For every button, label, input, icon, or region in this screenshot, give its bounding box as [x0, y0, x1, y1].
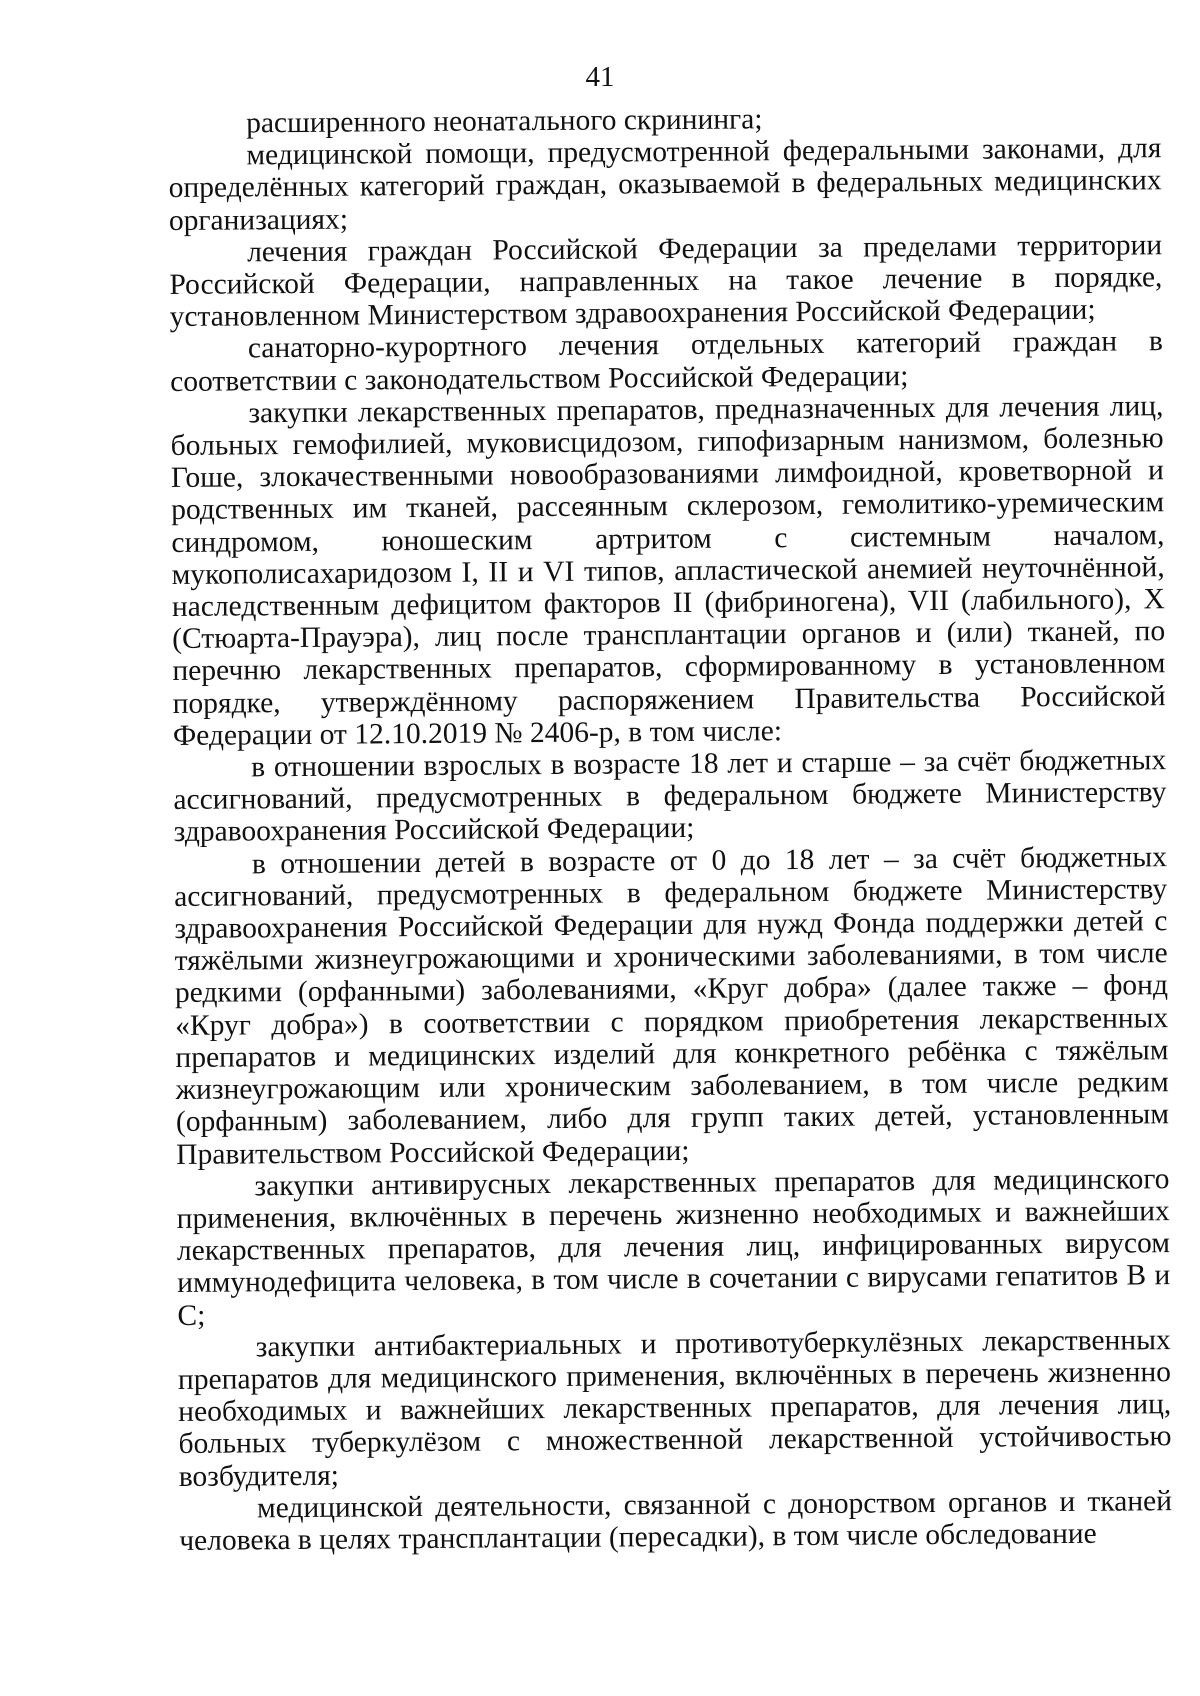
paragraph: закупки антивирусных лекарственных препаратов для медицинского применения, включённых в перечень жизненно необходимых и важнейших лекарственных препаратов, для лечения лиц, инфицированных вирусом иммунодефицита человека, в том числе в сочетании с вирусами гепатитов B и C;: [176, 1162, 1171, 1332]
paragraph: в отношении взрослых в возрасте 18 лет и старше – за счёт бюджетных ассигнований, предусмотренных в федеральном бюджете Министерству здравоохранения Российской Федерации;: [173, 744, 1167, 849]
paragraph: расширенного неонатального скрининга;: [245, 103, 763, 140]
paragraph: в отношении детей в возрасте от 0 до 18 лет – за счёт бюджетных ассигнований, предусмотренных в федеральном бюджете Министерству здравоохранения Российской Федерации для нужд Фонда поддержки детей с тяжёлыми жизнеугрожающими и хроническими заболеваниями, в том числе редкими (орфанными) заболеваниями, «Круг добра» (далее также – фонд «Круг добра») в соответствии с порядком приобретения лекарственных препаратов и медицинских изделий для конкретного ребёнка с тяжёлым жизнеугрожающим или хроническим заболеванием, в том числе редким (орфанным) заболеванием, либо для групп таких детей, установленным Правительством Российской Федерации;: [174, 840, 1170, 1171]
paragraph: лечения граждан Российской Федерации за пределами территории Российской Федерации, направленных на такое лечение в порядке, установленном Министерством здравоохранения Российской Федерации;: [169, 229, 1163, 334]
paragraph: медицинской помощи, предусмотренной федеральными законами, для определённых категорий граждан, оказываемой в федеральных медицинских организациях;: [168, 132, 1162, 237]
body-text: [168, 100, 1172, 1557]
paragraph: медицинской деятельности, связанной с донорством органов и тканей человека в целях трансплантации (пересадки), в том числе обследование: [179, 1484, 1173, 1557]
paragraph: закупки лекарственных препаратов, предназначенных для лечения лиц, больных гемофилией, муковисцидозом, гипофизарным нанизмом, болезнью Гоше, злокачественными новообразованиями лимфоидной, кроветворной и родственных им тканей, рассеянным склерозом, гемолитико-уремическим синдромом, юношеским артритом с системным началом, мукополисахаридозом I, II и VI типов, апластической анемией неуточнённой, наследственным дефицитом факторов II (фибриногена), VII (лабильного), X (Стюарта-Прауэра), лиц после трансплантации органов и (или) тканей, по перечню лекарственных препаратов, сформированному в установленном порядке, утверждённому распоряжением Правительства Российской Федерации от 12.10.2019 № 2406-р, в том числе:: [170, 390, 1166, 752]
paragraph: санаторно-курортного лечения отдельных категорий граждан в соответствии с законодательством Российской Федерации;: [170, 325, 1163, 398]
page-number: 41: [585, 61, 615, 93]
paragraph: закупки антибактериальных и противотуберкулёзных лекарственных препаратов для медицинского применения, включённых в перечень жизненно необходимых и важнейших лекарственных препаратов, для лечения лиц, больных туберкулёзом с множественной лекарственной устойчивостью возбудителя;: [177, 1323, 1172, 1493]
